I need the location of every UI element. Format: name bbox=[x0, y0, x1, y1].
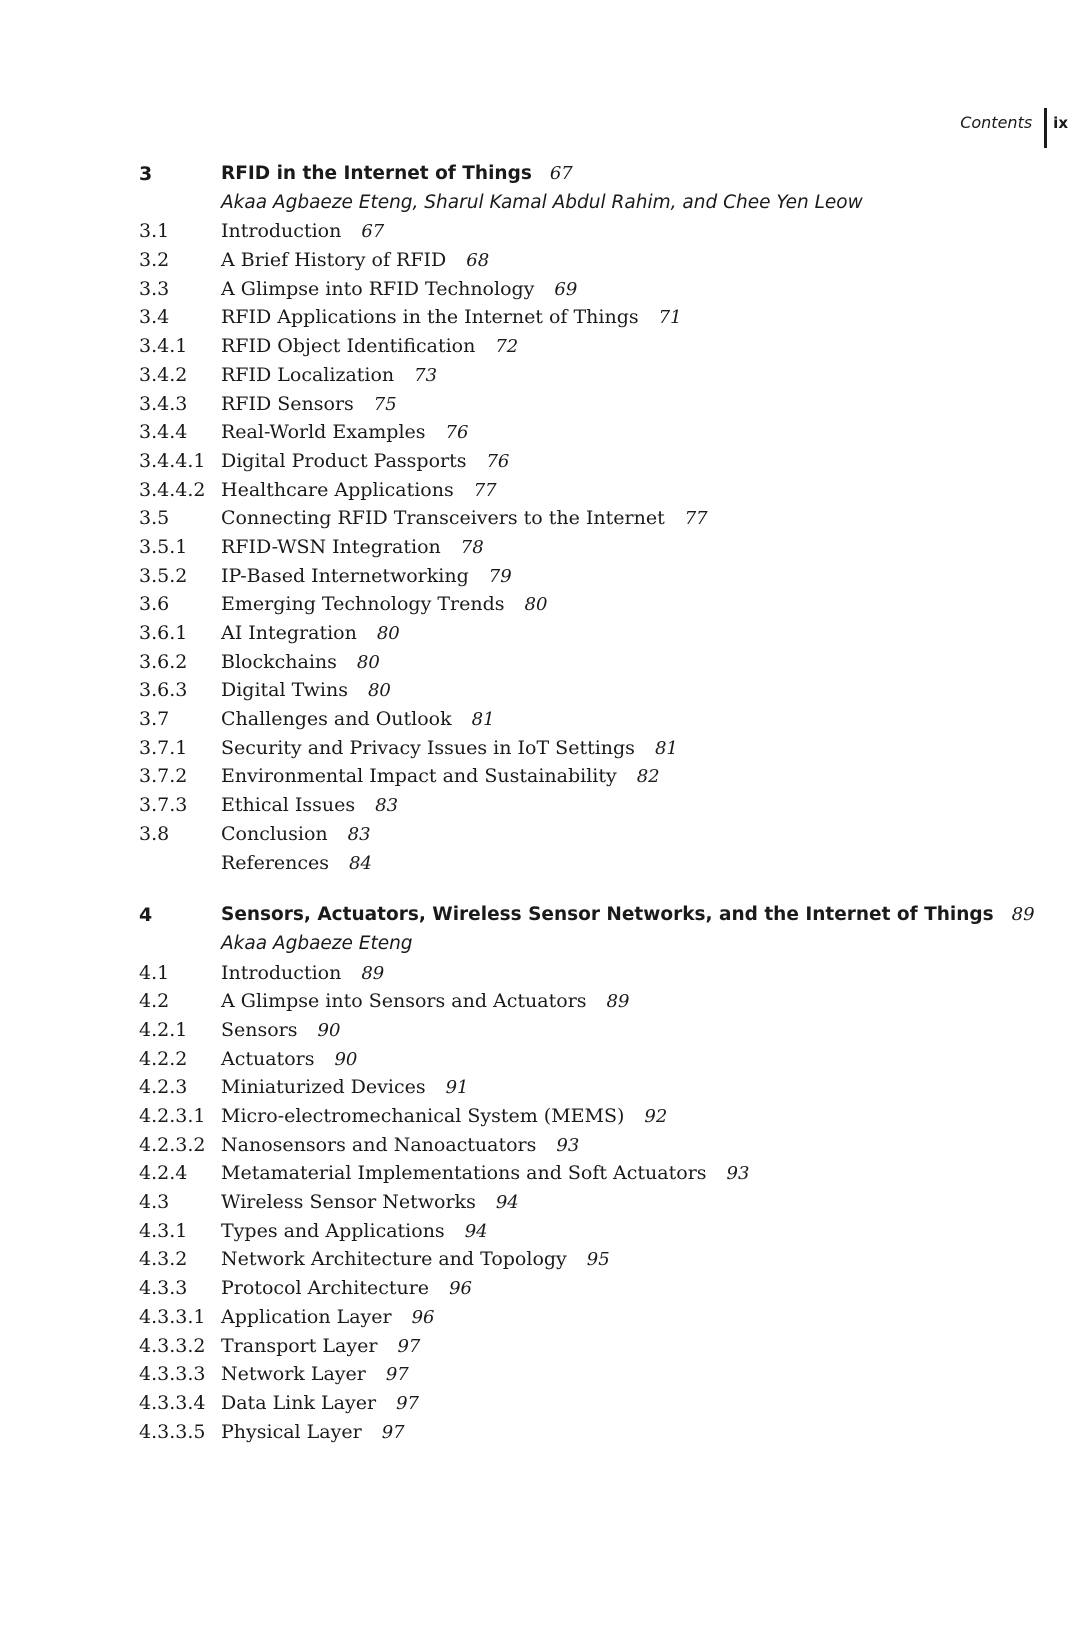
entry-page: 80 bbox=[356, 651, 380, 673]
toc-entry[interactable] bbox=[0, 1418, 1080, 1447]
toc-entry[interactable] bbox=[0, 1073, 1080, 1102]
entry-page: 71 bbox=[658, 307, 682, 329]
entry-number: 4.2.3.2 bbox=[139, 1133, 206, 1156]
entry-title: A Brief History of RFID bbox=[221, 249, 447, 272]
entry-number: 3.7.3 bbox=[139, 794, 188, 817]
entry-title: Sensors bbox=[221, 1018, 298, 1041]
toc-entry[interactable] bbox=[0, 1360, 1080, 1389]
entry-title: Blockchains bbox=[221, 650, 337, 673]
entry-number: 3.4.2 bbox=[139, 363, 188, 386]
chapter-heading[interactable] bbox=[0, 160, 1080, 189]
entry-title: Nanosensors and Nanoactuators bbox=[221, 1133, 537, 1156]
entry-title: A Glimpse into RFID Technology bbox=[221, 277, 535, 300]
toc-entry[interactable] bbox=[0, 1131, 1080, 1160]
entry-number: 3.1 bbox=[139, 220, 170, 243]
entry-list bbox=[0, 959, 1080, 1447]
entry-page: 67 bbox=[361, 221, 385, 243]
entry-page: 90 bbox=[334, 1048, 358, 1070]
toc-entry[interactable] bbox=[0, 1332, 1080, 1361]
entry-title: Data Link Layer bbox=[221, 1391, 377, 1414]
entry-page: 78 bbox=[460, 536, 484, 558]
entry-page: 84 bbox=[349, 852, 372, 874]
entry-page: 81 bbox=[471, 709, 495, 731]
entry-number: 4.1 bbox=[139, 961, 170, 984]
entry-page: 97 bbox=[381, 1421, 405, 1443]
running-head bbox=[960, 102, 1068, 150]
entry-page: 83 bbox=[347, 823, 371, 845]
entry-number: 4.2.3.1 bbox=[139, 1105, 206, 1127]
toc-entry[interactable] bbox=[0, 447, 1080, 476]
entry-title: Conclusion bbox=[221, 822, 328, 845]
entry-title: Connecting RFID Transceivers to the Internet bbox=[221, 507, 665, 530]
toc-entry[interactable] bbox=[0, 361, 1080, 390]
entry-title: References bbox=[221, 851, 330, 874]
entry-number: 3.5 bbox=[139, 507, 170, 530]
entry-title: AI Integration bbox=[221, 622, 357, 644]
entry-number: 4.3.1 bbox=[139, 1219, 188, 1242]
entry-number: 3.7 bbox=[139, 708, 170, 731]
entry-title: Digital Product Passports bbox=[221, 449, 467, 472]
entry-number: 4.3.3.2 bbox=[139, 1334, 206, 1357]
toc-entry[interactable] bbox=[0, 303, 1080, 332]
entry-number: 4.3.3.3 bbox=[139, 1363, 206, 1386]
entry-title: IP-Based Internetworking bbox=[221, 564, 469, 587]
entry-number: 3.6.1 bbox=[139, 622, 188, 644]
toc-entry[interactable] bbox=[0, 619, 1080, 648]
entry-title: Security and Privacy Issues in IoT Settings bbox=[221, 736, 635, 759]
entry-number: 4.3.3.4 bbox=[139, 1391, 206, 1414]
toc-entry[interactable] bbox=[0, 676, 1080, 705]
entry-title: Actuators bbox=[221, 1047, 315, 1070]
entry-number: 3.6.3 bbox=[139, 679, 188, 702]
toc-entry[interactable] bbox=[0, 1217, 1080, 1246]
table-of-contents bbox=[0, 160, 1080, 1446]
chapter-page: 89 bbox=[1011, 904, 1035, 926]
running-head-title: Contents bbox=[960, 113, 1033, 132]
entry-page: 90 bbox=[317, 1019, 341, 1041]
toc-entry[interactable] bbox=[0, 418, 1080, 447]
toc-entry[interactable] bbox=[0, 1045, 1080, 1074]
entry-page: 81 bbox=[654, 737, 678, 759]
toc-entry[interactable] bbox=[0, 1102, 1080, 1131]
toc-entry[interactable] bbox=[0, 476, 1080, 505]
entry-number: 4.2.1 bbox=[139, 1018, 188, 1041]
entry-page: 68 bbox=[466, 250, 490, 272]
entry-number: 4.2.2 bbox=[139, 1047, 188, 1070]
entry-page: 93 bbox=[556, 1134, 580, 1156]
entry-title: Healthcare Applications bbox=[221, 478, 454, 501]
entry-number: 4.3.3.1 bbox=[139, 1305, 206, 1328]
toc-entry[interactable] bbox=[0, 390, 1080, 419]
chapter-number: 4 bbox=[139, 904, 153, 927]
entry-page: 80 bbox=[376, 623, 400, 644]
entry-number: 3.6 bbox=[139, 593, 170, 616]
entry-title: Emerging Technology Trends bbox=[221, 593, 505, 616]
toc-entry[interactable] bbox=[0, 1274, 1080, 1303]
entry-title: A Glimpse into Sensors and Actuators bbox=[221, 990, 587, 1013]
page-number: ix bbox=[1053, 114, 1068, 132]
chapter-4 bbox=[0, 901, 1080, 1446]
running-head-rule bbox=[1044, 108, 1047, 148]
authors-text: Akaa Agbaeze Eteng bbox=[221, 932, 413, 954]
toc-entry[interactable] bbox=[0, 246, 1080, 275]
entry-number: 3.4.4.2 bbox=[139, 478, 206, 501]
toc-entry[interactable] bbox=[0, 275, 1080, 304]
entry-number: 3.3 bbox=[139, 277, 170, 300]
entry-number: 3.4.4.1 bbox=[139, 449, 206, 472]
entry-page: 96 bbox=[449, 1278, 472, 1300]
entry-title: Ethical Issues bbox=[221, 794, 356, 817]
entry-page: 92 bbox=[644, 1106, 668, 1127]
entry-page: 69 bbox=[554, 278, 578, 300]
entry-page: 94 bbox=[495, 1192, 519, 1214]
entry-title: Introduction bbox=[221, 961, 342, 984]
toc-entry[interactable] bbox=[0, 1389, 1080, 1418]
toc-entry[interactable] bbox=[0, 332, 1080, 361]
entry-title: Micro-electromechanical System (MEMS) bbox=[221, 1105, 625, 1127]
entry-title: Environmental Impact and Sustainability bbox=[221, 765, 617, 788]
entry-number: 4.2.4 bbox=[139, 1162, 188, 1185]
entry-page: 80 bbox=[367, 680, 391, 702]
entry-number: 3.8 bbox=[139, 822, 170, 845]
entry-page: 97 bbox=[397, 1335, 421, 1357]
entry-number: 4.3.3.5 bbox=[139, 1420, 206, 1443]
toc-entry[interactable] bbox=[0, 705, 1080, 734]
chapter-heading[interactable] bbox=[0, 901, 1080, 930]
entry-title: Physical Layer bbox=[221, 1420, 362, 1443]
entry-page: 75 bbox=[373, 393, 397, 415]
entry-title: RFID-WSN Integration bbox=[221, 535, 441, 558]
entry-number: 3.4.3 bbox=[139, 392, 188, 415]
entry-page: 91 bbox=[445, 1077, 469, 1099]
entry-page: 73 bbox=[414, 364, 438, 386]
entry-page: 82 bbox=[636, 766, 660, 788]
toc-entry[interactable] bbox=[0, 533, 1080, 562]
toc-entry[interactable] bbox=[0, 1303, 1080, 1332]
entry-title: RFID Object Identification bbox=[221, 335, 476, 358]
entry-number: 3.7.2 bbox=[139, 765, 188, 788]
entry-page: 76 bbox=[486, 450, 510, 472]
entry-title: Network Architecture and Topology bbox=[221, 1248, 567, 1271]
entry-page: 77 bbox=[473, 479, 497, 501]
toc-entry[interactable] bbox=[0, 1016, 1080, 1045]
toc-entry[interactable] bbox=[0, 648, 1080, 677]
entry-number: 4.3 bbox=[139, 1191, 170, 1214]
chapter-page: 67 bbox=[549, 163, 573, 184]
entry-title: Types and Applications bbox=[221, 1219, 445, 1242]
entry-title: RFID Localization bbox=[221, 363, 395, 386]
entry-number: 3.2 bbox=[139, 249, 170, 272]
entry-number: 3.5.1 bbox=[139, 535, 188, 558]
entry-page: 97 bbox=[385, 1364, 409, 1386]
entry-page: 72 bbox=[495, 336, 519, 358]
entry-number: 3.4 bbox=[139, 306, 170, 329]
toc-entry[interactable] bbox=[0, 562, 1080, 591]
entry-page: 93 bbox=[726, 1163, 750, 1185]
entry-page: 80 bbox=[524, 594, 548, 616]
entry-title: Application Layer bbox=[221, 1305, 392, 1328]
entry-title: Introduction bbox=[221, 220, 342, 243]
toc-entry[interactable] bbox=[0, 217, 1080, 246]
toc-entry[interactable] bbox=[0, 849, 1080, 878]
chapter-number: 3 bbox=[139, 163, 153, 185]
entry-title: Protocol Architecture bbox=[221, 1277, 430, 1300]
toc-entry[interactable] bbox=[0, 734, 1080, 763]
toc-entry[interactable] bbox=[0, 791, 1080, 820]
entry-title: Digital Twins bbox=[221, 679, 348, 702]
entry-page: 76 bbox=[445, 422, 469, 444]
toc-entry[interactable] bbox=[0, 1188, 1080, 1217]
entry-title: Challenges and Outlook bbox=[221, 708, 452, 731]
entry-title: Metamaterial Implementations and Soft Actuators bbox=[221, 1162, 707, 1185]
toc-entry[interactable] bbox=[0, 762, 1080, 791]
entry-page: 94 bbox=[464, 1220, 488, 1242]
toc-entry[interactable] bbox=[0, 504, 1080, 533]
entry-page: 83 bbox=[375, 795, 399, 817]
entry-number: 4.3.3 bbox=[139, 1277, 188, 1300]
toc-entry[interactable] bbox=[0, 590, 1080, 619]
entry-number: 4.2 bbox=[139, 990, 170, 1013]
entry-title: Real-World Examples bbox=[221, 421, 426, 444]
entry-page: 89 bbox=[606, 991, 630, 1013]
entry-title: Network Layer bbox=[221, 1363, 366, 1386]
toc-entry[interactable] bbox=[0, 959, 1080, 988]
toc-entry[interactable] bbox=[0, 1159, 1080, 1188]
chapter-title: RFID in the Internet of Things bbox=[221, 163, 532, 184]
chapter-authors bbox=[0, 189, 1080, 218]
entry-title: Miniaturized Devices bbox=[221, 1076, 426, 1099]
toc-entry[interactable] bbox=[0, 820, 1080, 849]
entry-number: 4.2.3 bbox=[139, 1076, 188, 1099]
chapter-3 bbox=[0, 160, 1080, 877]
chapter-authors bbox=[0, 930, 1080, 959]
entry-page: 79 bbox=[488, 565, 512, 587]
entry-page: 95 bbox=[586, 1249, 610, 1271]
entry-list bbox=[0, 217, 1080, 877]
entry-number: 3.4.1 bbox=[139, 335, 188, 358]
entry-page: 97 bbox=[396, 1392, 419, 1414]
entry-number: 3.7.1 bbox=[139, 736, 188, 759]
entry-page: 96 bbox=[411, 1306, 435, 1328]
authors-text: Akaa Agbaeze Eteng, Sharul Kamal Abdul Rahim, and Chee Yen Leow bbox=[221, 191, 863, 213]
entry-number: 3.5.2 bbox=[139, 564, 188, 587]
entry-number: 3.6.2 bbox=[139, 650, 188, 673]
entry-title: RFID Applications in the Internet of Things bbox=[221, 306, 639, 329]
entry-title: Wireless Sensor Networks bbox=[221, 1191, 476, 1214]
entry-title: Transport Layer bbox=[221, 1334, 378, 1357]
chapter-title: Sensors, Actuators, Wireless Sensor Networks, and the Internet of Things bbox=[221, 904, 994, 926]
entry-number: 4.3.2 bbox=[139, 1248, 188, 1271]
toc-entry[interactable] bbox=[0, 1245, 1080, 1274]
toc-entry[interactable] bbox=[0, 987, 1080, 1016]
entry-page: 77 bbox=[684, 508, 708, 530]
entry-number: 3.4.4 bbox=[139, 421, 188, 444]
entry-title: RFID Sensors bbox=[221, 392, 354, 415]
entry-page: 89 bbox=[361, 962, 385, 984]
